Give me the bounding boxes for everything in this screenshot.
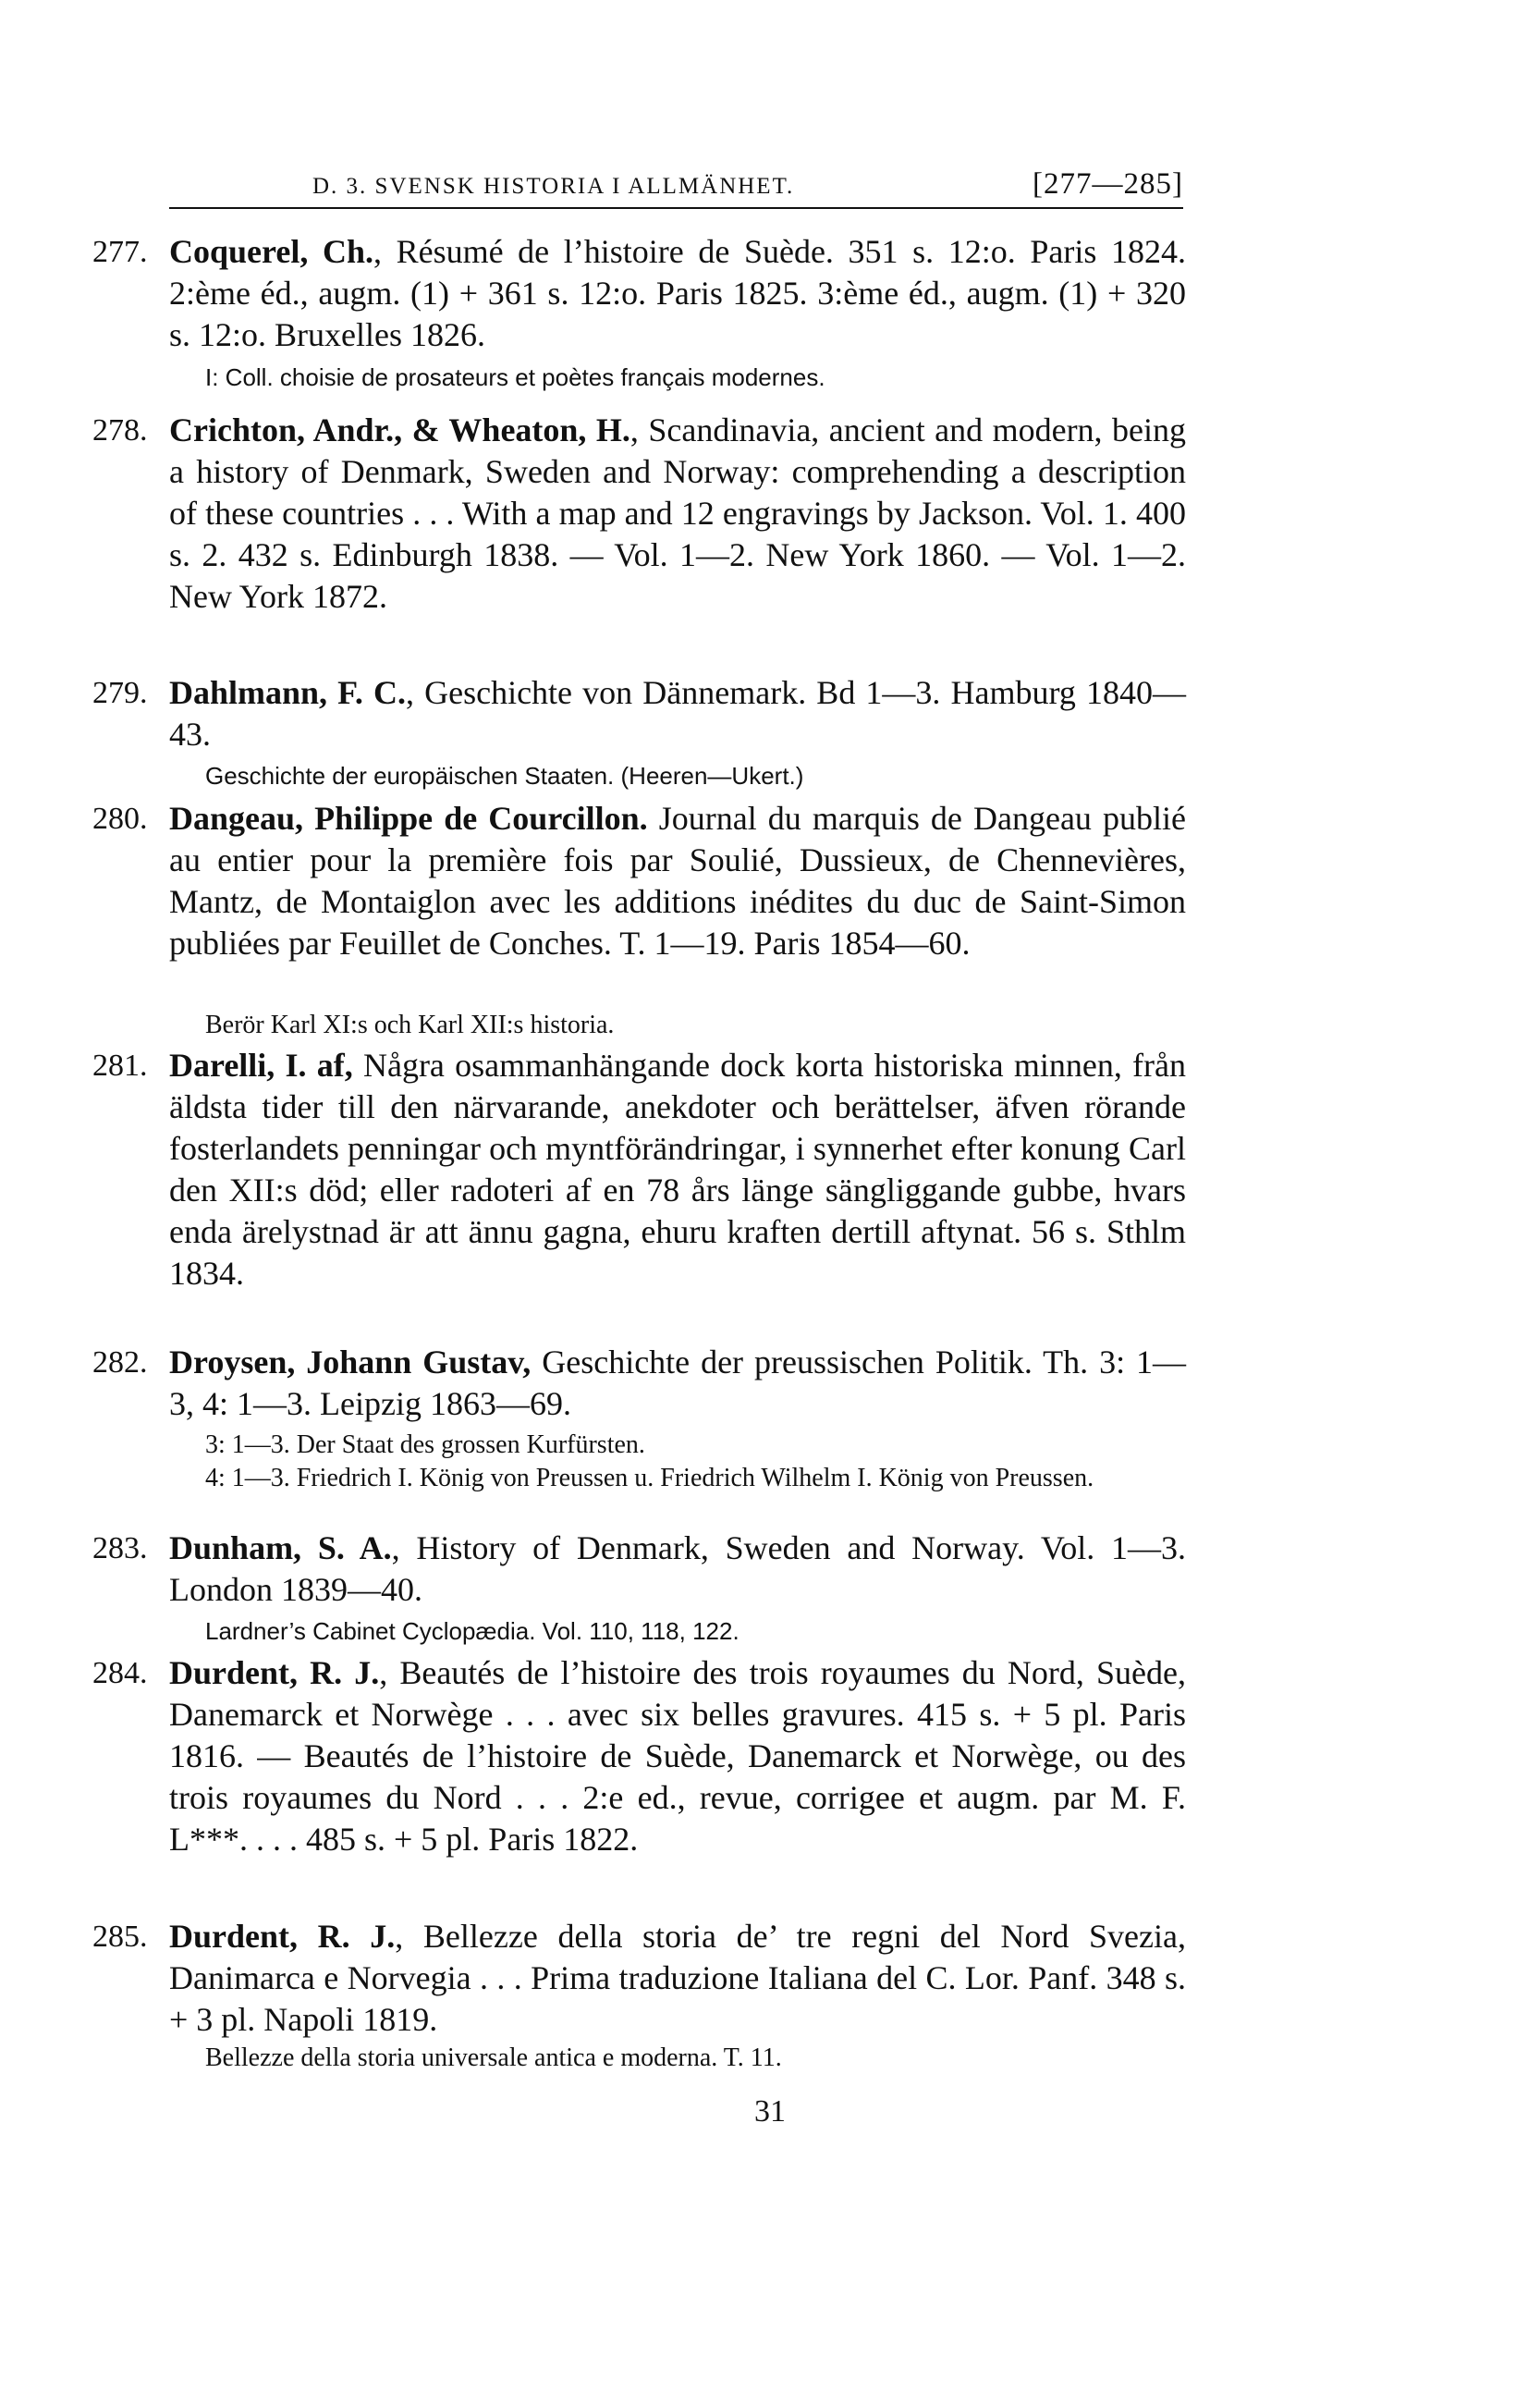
entry-text: Några osammanhängande dock korta historiska minnen, från äldsta tider till den närvarande, anekdoter och berättelser, äfven rörande fosterlandets penningar och myntförändringar, i synnerhet efter konung Carl den XII:s död; eller radoteri af en 78 års länge sängliggande gubbe, hvars enda ärelystnad är att ännu gagna, ehuru kraften dertill aftynat. 56 s. Sthlm 1834. [169,1047,1186,1292]
entry-author: Coquerel, Ch. [169,233,373,270]
note-line: Berör Karl XI:s och Karl XII:s historia. [205,1011,615,1039]
entry-text: , Geschichte von Dännemark. Bd 1—3. Hamburg 1840—43. [169,674,1186,753]
note-line: Bellezze della storia universale antica e moderna. T. 11. [205,2043,782,2072]
entry-body [169,1045,1186,1295]
entry-author: Dunham, S. A. [169,1529,392,1566]
entry-body [169,798,1186,964]
entry-body [169,1916,1186,2041]
note-line: Lardner’s Cabinet Cyclopædia. Vol. 110, 118, 122. [205,1617,739,1645]
entry-note [205,361,1194,394]
entry-author: Durdent, R. J. [169,1918,396,1955]
entry-number: 279. [92,676,148,710]
entry-number: 283. [92,1531,148,1565]
entry-text: Geschichte der preussischen Politik. Th. 3: 1—3, 4: 1—3. Leipzig 1863—69. [169,1344,1187,1422]
entry-text: , Résumé de l’histoire de Suède. 351 s. 12:o. Paris 1824. 2:ème éd., augm. (1) + 361 s. 12:o. Paris 1825. 3:ème éd., augm. (1) + 320 s. 12:o. Bruxelles 1826. [169,233,1186,353]
entry-number: 280. [92,802,148,836]
running-header [169,157,1183,209]
note-line: 3: 1—3. Der Staat des grossen Kurfürsten. [205,1430,645,1459]
entry-text: , Bellezze della storia de’ tre regni del Nord Svezia, Danimarca e Norvegia . . . Prima traduzione Italiana del C. Lor. Panf. 348 s. + 3 pl. Napoli 1819. [169,1918,1186,2038]
entry-note [205,759,1194,792]
entry-text: , Beautés de l’histoire des trois royaumes du Nord, Suède, Danemarck et Norwège . . . avec six belles gravures. 415 s. + 5 pl. Paris 1816. — Beautés de l’histoire de Suède, Danemarck et Norwège, ou des trois royaumes du Nord . . . 2:e ed., revue, corrigee et augm. par M. F. L***. . . . 485 s. + 5 pl. Paris 1822. [169,1654,1186,1858]
entry-body [169,1528,1186,1611]
running-title: D. 3. SVENSK HISTORIA I ALLMÄNHET. [312,174,795,199]
entry-note [205,2042,1194,2075]
entry-author: Dahlmann, F. C. [169,674,406,711]
entry-note [205,1429,1194,1495]
entry-author: Darelli, I. af, [169,1047,353,1084]
note-line: I: Coll. choisie de prosateurs et poètes français modernes. [205,363,825,391]
entry-number: 278. [92,413,148,448]
note-line: Geschichte der europäischen Staaten. (Heeren—Ukert.) [205,762,804,790]
entry-body [169,410,1186,618]
entry-number: 285. [92,1920,148,1954]
entry-body [169,1652,1186,1860]
entry-author: Crichton, Andr., & Wheaton, H. [169,411,630,448]
entry-number: 277. [92,235,148,269]
entry-text: Journal du marquis de Dangeau publié au entier pour la première fois par Soulié, Dussieux, de Chennevières, Mantz, de Montaiglon avec les additions inédites du duc de Saint-Simon publiées par Feuillet de Conches. T. 1—19. Paris 1854—60. [169,800,1186,962]
entry-author: Durdent, R. J. [169,1654,380,1691]
entry-author: Droysen, Johann Gustav, [169,1344,532,1380]
entry-text: , History of Denmark, Sweden and Norway. Vol. 1—3. London 1839—40. [169,1529,1186,1608]
entry-number: 284. [92,1656,148,1690]
entry-body [169,672,1186,755]
entry-number: 282. [92,1345,148,1380]
entry-text: , Scandinavia, ancient and modern, being a history of Denmark, Sweden and Norway: comprehending a description of these countries . . . With a map and 12 engravings by Jackson. Vol. 1. 400 s. 2. 432 s. Edinburgh 1838. — Vol. 1—2. New York 1860. — Vol. 1—2. New York 1872. [169,411,1186,615]
entry-author: Dangeau, Philippe de Courcillon. [169,800,648,837]
note-line: 4: 1—3. Friedrich I. König von Preussen u. Friedrich Wilhelm I. König von Preussen. [205,1464,1094,1492]
entry-note [205,1614,1194,1648]
entry-body [169,1342,1186,1425]
entry-note [205,1009,1194,1042]
entry-range: [277—285] [1033,167,1183,201]
page-number: 31 [754,2094,786,2129]
entry-number: 281. [92,1049,148,1083]
entry-body [169,231,1186,356]
